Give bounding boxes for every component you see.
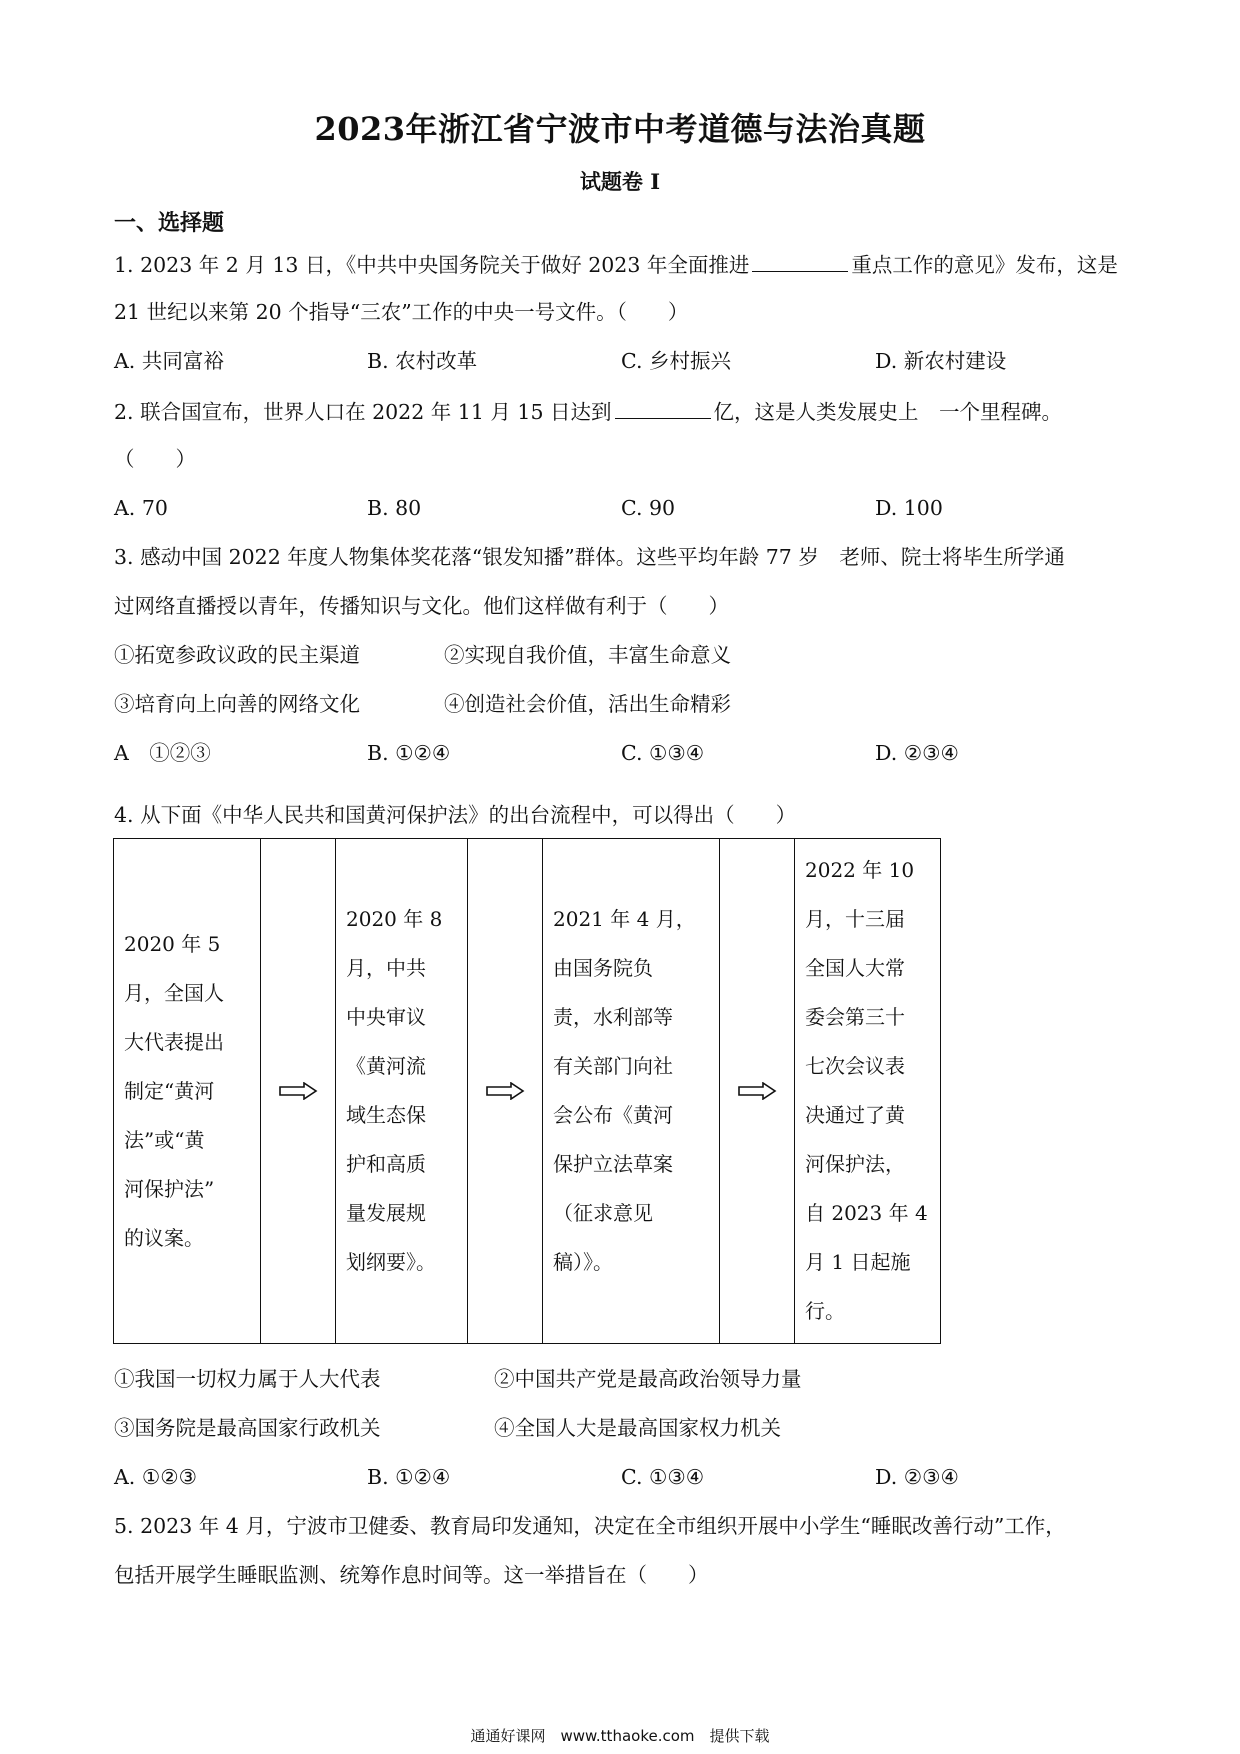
page-subtitle: 试题卷 I: [579, 169, 661, 194]
legislation-flow-table: [113, 838, 941, 1344]
flow-step-text: 2022 年 10 月，十三届 全国人大常 委会第三十 七次会议表 决通过了黄 河保护法， 自 2023 年 4 月 1 日起施 行。: [805, 858, 928, 1323]
flow-arrow-3: [720, 839, 795, 1344]
question-1-line-1: 1. 2023 年 2 月 13 日，《中共中央国务院关于做好 2023 年全面推进 重点工作的意见》发布，这是: [114, 249, 1118, 279]
q1-option-d[interactable]: D. 新农村建设: [875, 349, 1007, 373]
right-arrow-icon: [737, 1082, 777, 1100]
q3-statement-3: ③培育向上向善的网络文化: [114, 692, 360, 716]
q1-option-a[interactable]: A. 共同富裕: [114, 349, 224, 373]
q2-option-c[interactable]: C. 90: [621, 496, 676, 520]
q4-statement-3: ③国务院是最高国家行政机关: [114, 1416, 381, 1440]
q1-option-b[interactable]: B. 农村改革: [367, 349, 478, 373]
question-2-line-2: （ ）: [114, 447, 196, 471]
flow-arrow-1: [261, 839, 336, 1344]
q4-option-d[interactable]: D. ②③④: [875, 1465, 959, 1489]
question-2-line-1: 2. 联合国宣布，世界人口在 2022 年 11 月 15 日达到 亿，这是人类发展史上 一个里程碑。: [114, 396, 1062, 426]
q3-option-a[interactable]: A ①②③: [114, 741, 211, 765]
q3-statement-1: ①拓宽参政议政的民主渠道: [114, 643, 360, 667]
q4-option-c[interactable]: C. ①③④: [621, 1465, 705, 1489]
q2-option-d[interactable]: D. 100: [875, 496, 943, 520]
q4-option-a[interactable]: A. ①②③: [114, 1465, 197, 1489]
page-footer: 通通好课网 www.tthaoke.com 提供下载: [470, 1727, 770, 1745]
flow-step-text: 2020 年 8 月，中共 中央审议 《黄河流 域生态保 护和高质 量发展规 划纲要》。: [346, 907, 443, 1274]
page-title: 2023年浙江省宁波市中考道德与法治真题: [314, 110, 926, 148]
q1-option-c[interactable]: C. 乡村振兴: [621, 349, 731, 373]
q3-statement-4: ④创造社会价值，活出生命精彩: [444, 692, 731, 716]
q4-statement-2: ②中国共产党是最高政治领导力量: [494, 1367, 802, 1391]
right-arrow-icon: [485, 1082, 525, 1100]
flow-step-4: [795, 839, 941, 1344]
flow-step-text: 2021 年 4 月， 由国务院负 责，水利部等 有关部门向社 会公布《黄河 保护立法草案 （征求意见 稿）》。: [553, 907, 696, 1274]
flow-step-1: [114, 839, 261, 1344]
question-5-line-1: 5. 2023 年 4 月，宁波市卫健委、教育局印发通知，决定在全市组织开展中小学生“睡眠改善行动”工作，: [114, 1514, 1066, 1538]
q3-option-b[interactable]: B. ①②④: [367, 741, 451, 765]
flow-arrow-2: [468, 839, 543, 1344]
q3-option-c[interactable]: C. ①③④: [621, 741, 705, 765]
flow-step-2: [336, 839, 468, 1344]
section-heading: 一、选择题: [114, 210, 225, 236]
answer-blank: [615, 396, 711, 419]
flow-step-text: 2020 年 5 月，全国人 大代表提出 制定“黄河 法”或“黄 河保护法” 的议案。: [124, 931, 224, 1250]
right-arrow-icon: [278, 1082, 318, 1100]
q2-option-a[interactable]: A. 70: [114, 496, 168, 520]
flow-step-3: [543, 839, 720, 1344]
q2-option-b[interactable]: B. 80: [367, 496, 422, 520]
question-5-line-2: 包括开展学生睡眠监测、统筹作息时间等。这一举措旨在（ ）: [114, 1563, 709, 1587]
question-3-line-2: 过网络直播授以青年，传播知识与文化。他们这样做有利于（ ）: [114, 594, 729, 618]
q3-option-d[interactable]: D. ②③④: [875, 741, 959, 765]
q3-statement-2: ②实现自我价值，丰富生命意义: [444, 643, 731, 667]
question-4-line-1: 4. 从下面《中华人民共和国黄河保护法》的出台流程中，可以得出（ ）: [114, 803, 797, 827]
q4-option-b[interactable]: B. ①②④: [367, 1465, 451, 1489]
q4-statement-4: ④全国人大是最高国家权力机关: [494, 1416, 781, 1440]
answer-blank: [752, 249, 848, 272]
question-1-line-2: 21 世纪以来第 20 个指导“三农”工作的中央一号文件。（ ）: [114, 300, 689, 324]
q4-statement-1: ①我国一切权力属于人大代表: [114, 1367, 381, 1391]
question-3-line-1: 3. 感动中国 2022 年度人物集体奖花落“银发知播”群体。这些平均年龄 77 岁 老师、院士将毕生所学通: [114, 545, 1065, 569]
